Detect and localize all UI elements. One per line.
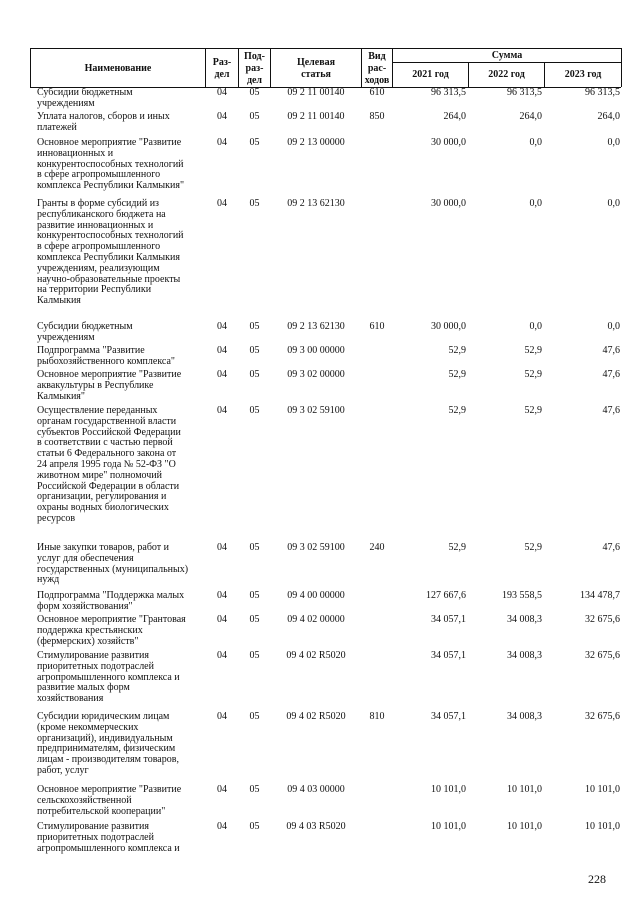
row-name: Основное мероприятие "Развитие аквакультуры в Республике Калмыкия" [37, 369, 182, 402]
row-razdel: 04 [217, 614, 227, 625]
row-target-article: 09 3 02 00000 [287, 369, 345, 380]
row-sum-2021: 10 101,0 [431, 784, 466, 795]
row-sum-2022: 193 558,5 [502, 590, 542, 601]
row-expense-type: 610 [369, 321, 385, 332]
header-razdel-line2: дел [214, 69, 230, 80]
row-razdel: 04 [217, 405, 227, 416]
header-year-2023: 2023 год [564, 69, 602, 80]
row-name: Субсидии бюджетным учреждениям [37, 321, 133, 343]
row-name: Субсидии юридическим лицам (кроме некоммерческих организаций), индивидуальным предпринимателям, физическим лицам - производителям товаров, работ, услуг [37, 711, 179, 776]
row-sum-2022: 0,0 [529, 137, 542, 148]
row-target-article: 09 4 00 00000 [287, 590, 345, 601]
header-podrazdel-line3: дел [246, 75, 263, 86]
row-sum-2023: 32 675,6 [585, 650, 620, 661]
row-target-article: 09 3 02 59100 [287, 405, 345, 416]
row-sum-2021: 52,9 [448, 542, 466, 553]
page-number: 228 [588, 872, 606, 886]
row-name: Уплата налогов, сборов и иных платежей [37, 111, 170, 133]
row-sum-2023: 0,0 [607, 137, 620, 148]
row-podrazdel: 05 [249, 137, 260, 148]
row-sum-2022: 0,0 [529, 321, 542, 332]
row-sum-2021: 34 057,1 [431, 650, 466, 661]
row-target-article: 09 4 03 R5020 [286, 821, 346, 832]
row-target-article: 09 4 02 R5020 [286, 650, 346, 661]
row-sum-2022: 10 101,0 [507, 784, 542, 795]
header-target-line2: статья [301, 69, 331, 80]
row-sum-2021: 127 667,6 [426, 590, 466, 601]
row-sum-2022: 52,9 [524, 345, 542, 356]
row-sum-2023: 10 101,0 [585, 784, 620, 795]
row-razdel: 04 [217, 784, 227, 795]
row-target-article: 09 4 02 00000 [287, 614, 345, 625]
row-sum-2022: 264,0 [519, 111, 542, 122]
header-vr-line1: Вид [368, 51, 386, 62]
row-name: Стимулирование развития приоритетных подотраслей агропромышленного комплекса и развитие малых форм хозяйствования [37, 650, 180, 705]
row-name: Субсидии бюджетным учреждениям [37, 87, 133, 109]
header-target-line1: Целевая [296, 57, 336, 68]
row-podrazdel: 05 [249, 821, 260, 832]
row-razdel: 04 [217, 542, 227, 553]
row-expense-type: 810 [369, 711, 385, 722]
row-sum-2021: 30 000,0 [431, 137, 466, 148]
row-target-article: 09 2 13 62130 [287, 321, 345, 332]
row-podrazdel: 05 [249, 198, 260, 209]
row-sum-2023: 32 675,6 [585, 614, 620, 625]
row-razdel: 04 [217, 111, 227, 122]
row-target-article: 09 2 11 00140 [287, 87, 345, 98]
row-podrazdel: 05 [249, 111, 260, 122]
row-sum-2022: 34 008,3 [507, 711, 542, 722]
row-podrazdel: 05 [249, 590, 260, 601]
row-target-article: 09 4 03 00000 [287, 784, 345, 795]
row-podrazdel: 05 [249, 542, 260, 553]
row-name: Стимулирование развития приоритетных подотраслей агропромышленного комплекса и [37, 821, 180, 854]
header-year-2022: 2022 год [488, 69, 525, 80]
row-name: Подпрограмма "Поддержка малых форм хозяйствования" [37, 590, 185, 612]
header-col-sep-9 [621, 48, 622, 87]
header-name: Наименование [84, 63, 152, 74]
row-razdel: 04 [217, 590, 227, 601]
row-podrazdel: 05 [249, 711, 260, 722]
row-sum-2021: 52,9 [448, 369, 466, 380]
row-sum-2023: 264,0 [597, 111, 620, 122]
row-razdel: 04 [217, 821, 227, 832]
row-name: Основное мероприятие "Грантовая поддержка крестьянских (фермерских) хозяйств" [37, 614, 186, 647]
header-vr-line3: ходов [364, 75, 390, 86]
row-podrazdel: 05 [249, 405, 260, 416]
row-razdel: 04 [217, 198, 227, 209]
row-sum-2023: 96 313,5 [585, 87, 620, 98]
row-target-article: 09 2 13 62130 [287, 198, 345, 209]
row-sum-2022: 96 313,5 [507, 87, 542, 98]
row-sum-2021: 264,0 [443, 111, 466, 122]
row-sum-2023: 134 478,7 [580, 590, 620, 601]
row-sum-2023: 47,6 [602, 405, 620, 416]
row-target-article: 09 2 11 00140 [287, 111, 345, 122]
row-sum-2021: 52,9 [448, 345, 466, 356]
row-name: Основное мероприятие "Развитие сельскохозяйственной потребительской кооперации" [37, 784, 182, 817]
row-razdel: 04 [217, 369, 227, 380]
row-target-article: 09 3 02 59100 [287, 542, 345, 553]
row-podrazdel: 05 [249, 614, 260, 625]
row-podrazdel: 05 [249, 784, 260, 795]
header-top-rule [30, 48, 621, 49]
row-sum-2021: 34 057,1 [431, 614, 466, 625]
header-razdel-line1: Раз- [212, 57, 232, 68]
sum-subheader-rule [392, 62, 621, 63]
row-sum-2021: 96 313,5 [431, 87, 466, 98]
row-podrazdel: 05 [249, 87, 260, 98]
row-name: Гранты в форме субсидий из республиканского бюджета на развитие инновационных и конкурентоспособных технологий в сфере агропромышленного комплекса Республики Калмыкия учреждениям, реализующим научно-образовательные проекты на территории Республики Калмыкия [37, 198, 184, 307]
row-sum-2021: 30 000,0 [431, 198, 466, 209]
row-sum-2021: 34 057,1 [431, 711, 466, 722]
row-sum-2023: 32 675,6 [585, 711, 620, 722]
header-sum: Сумма [491, 50, 523, 61]
row-razdel: 04 [217, 137, 227, 148]
row-sum-2022: 10 101,0 [507, 821, 542, 832]
row-sum-2023: 47,6 [602, 345, 620, 356]
row-podrazdel: 05 [249, 321, 260, 332]
row-sum-2023: 0,0 [607, 321, 620, 332]
row-razdel: 04 [217, 711, 227, 722]
row-sum-2023: 10 101,0 [585, 821, 620, 832]
row-expense-type: 610 [369, 87, 385, 98]
row-sum-2021: 30 000,0 [431, 321, 466, 332]
row-expense-type: 850 [369, 111, 385, 122]
row-name: Иные закупки товаров, работ и услуг для обеспечения государственных (муниципальных) нужд [37, 542, 189, 586]
row-podrazdel: 05 [249, 345, 260, 356]
row-razdel: 04 [217, 321, 227, 332]
row-expense-type: 240 [369, 542, 385, 553]
row-sum-2022: 34 008,3 [507, 650, 542, 661]
row-target-article: 09 3 00 00000 [287, 345, 345, 356]
header-podrazdel-line1: Под- [244, 51, 265, 62]
row-name: Осуществление переданных органам государственной власти субъектов Российской Федерации в соответствии с частью первой статьи 6 Федерального закона от 24 апреля 1995 года № 52-ФЗ "О животном мире" полномочий Российской Федерации в области организации, регулирования и охраны водных биологических ресурсов [37, 405, 181, 524]
row-sum-2023: 47,6 [602, 542, 620, 553]
row-sum-2021: 10 101,0 [431, 821, 466, 832]
row-sum-2022: 52,9 [524, 405, 542, 416]
row-sum-2022: 34 008,3 [507, 614, 542, 625]
row-sum-2022: 52,9 [524, 369, 542, 380]
row-target-article: 09 2 13 00000 [287, 137, 345, 148]
row-razdel: 04 [217, 650, 227, 661]
row-name: Подпрограмма "Развитие рыбохозяйственного комплекса" [37, 345, 176, 367]
header-vr-line2: рас- [367, 63, 387, 74]
row-sum-2022: 0,0 [529, 198, 542, 209]
row-podrazdel: 05 [249, 369, 260, 380]
row-sum-2023: 0,0 [607, 198, 620, 209]
header-year-2021: 2021 год [412, 69, 449, 80]
row-razdel: 04 [217, 345, 227, 356]
row-podrazdel: 05 [249, 650, 260, 661]
row-sum-2023: 47,6 [602, 369, 620, 380]
row-name: Основное мероприятие "Развитие инновационных и конкурентоспособных технологий в сфере агропромышленного комплекса Республики Калмыкия" [37, 137, 185, 192]
row-razdel: 04 [217, 87, 227, 98]
header-podrazdel-line2: раз- [245, 63, 264, 74]
row-target-article: 09 4 02 R5020 [286, 711, 346, 722]
row-sum-2022: 52,9 [524, 542, 542, 553]
row-sum-2021: 52,9 [448, 405, 466, 416]
